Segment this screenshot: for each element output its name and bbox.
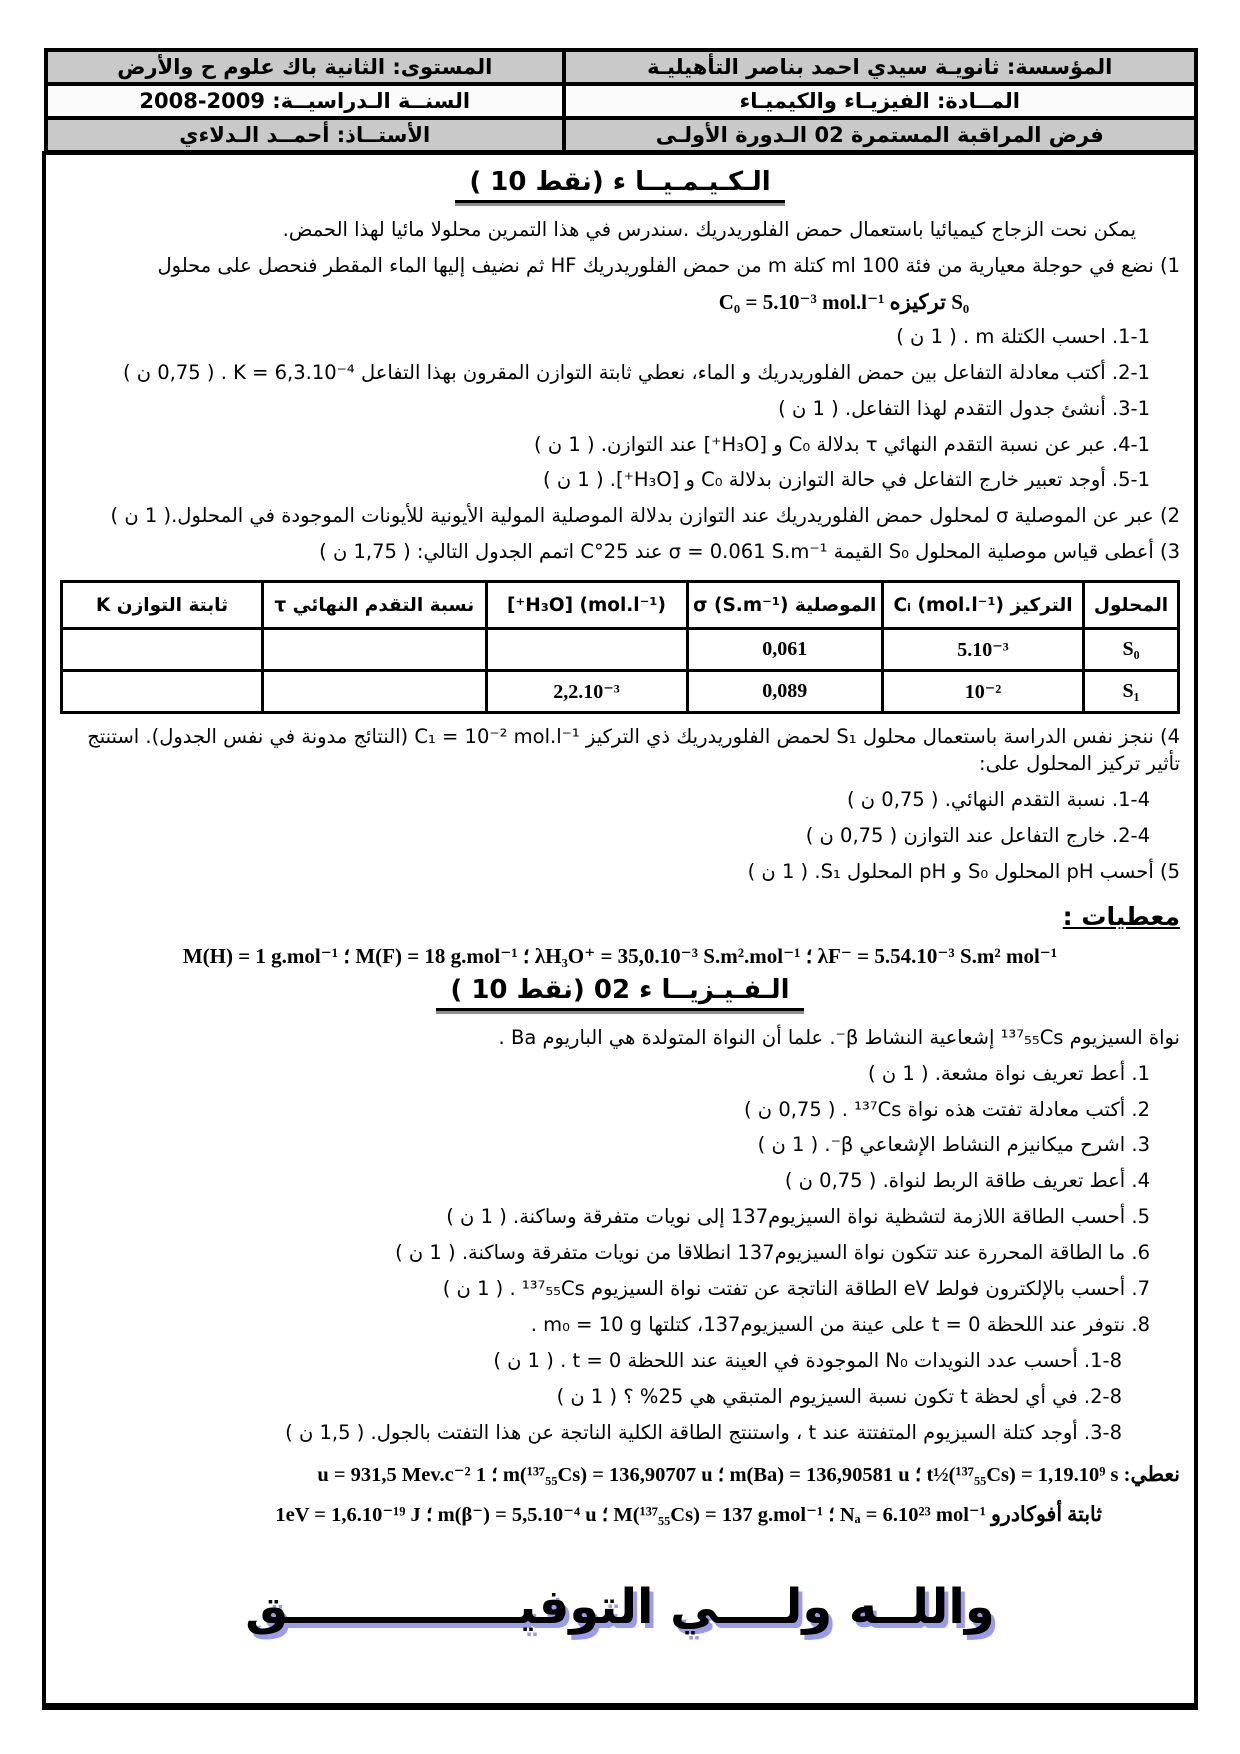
- header-row-3: [46, 118, 1196, 152]
- chemistry-title-points: ( 10 نقط): [469, 167, 604, 197]
- col-h3o-concentration: (mol.l⁻¹) [H₃O⁺]: [486, 582, 687, 629]
- chemistry-title-underline: [455, 167, 784, 203]
- phys-q6: 6. ما الطاقة المحررة عند تتكون نواة السيزيوم137 انطلاقا من نويات متفرقة وساكنة. ( 1 ن ): [395, 1241, 1150, 1265]
- header-table: [44, 48, 1198, 154]
- chem-q2: 2) عبر عن الموصلية σ لمحلول حمض الفلوريدريك عند التوازن بدلالة الموصلية المولية الأيونية للأيونات الموجودة في المحلول.( 1 ن ): [110, 504, 1180, 528]
- col-conductivity: الموصلية σ (S.m⁻¹): [687, 582, 882, 629]
- phys-q8: 8. نتوفر عند اللحظة t = 0 على عينة من السيزيوم137، كتلتها m₀ = 10 g .: [530, 1312, 1150, 1336]
- physics-given-values-line1: نعطي: t½(¹³⁷₅₅Cs) = 1,19.10⁹ s ؛ m(Ba) = 136,90581 u ؛ m(¹³⁷₅₅Cs) = 136,90707 u ؛ 1 u = 931,5 Mev.c⁻²: [317, 1463, 1180, 1486]
- col-solution: المحلول: [1084, 582, 1179, 629]
- chemistry-intro: يمكن نحت الزجاج كيميائيا باستعمال حمض الفلوريدريك .سندرس في هذا التمرين محلولا مائيا لهذا الحمض.: [282, 218, 1136, 241]
- chem-q5: 5) أحسب pH المحلول S₀ و pH المحلول S₁. ( 1 ن ): [747, 859, 1180, 883]
- table-cell: S₁: [1084, 671, 1179, 713]
- chem-q1-3: 3-1. أنشئ جدول التقدم لهذا التفاعل. ( 1 ن ): [778, 396, 1150, 420]
- phys-q8-3: 3-8. أوجد كتلة السيزيوم المتفتتة عند t ، واستنتج الطاقة الكلية الناتجة عن هذا التفتت بالجول. ( 1,5 ن ): [285, 1420, 1122, 1444]
- table-cell: [486, 629, 687, 671]
- phys-q7: 7. أحسب بالإلكترون فولط eV الطاقة الناتجة عن تفتت نواة السيزيوم ¹³⁷₅₅Cs . ( 1 ن ): [442, 1277, 1150, 1301]
- phys-q2: 2. أكتب معادلة تفتت هذه نواة ¹³⁷Cs . ( 0,75 ن ): [743, 1097, 1150, 1121]
- chemistry-section-title: [60, 167, 1180, 203]
- chem-q1-5: 5-1. أوجد تعبير خارج التفاعل في حالة التوازن بدلالة C₀ و [H₃O⁺]. ( 1 ن ): [543, 468, 1150, 492]
- physics-intro: نواة السيزيوم ¹³⁷₅₅Cs إشعاعية النشاط β⁻. علما أن النواة المتولدة هي الباريوم Ba .: [498, 1025, 1180, 1049]
- col-final-progress-rate: نسبة التقدم النهائي τ: [263, 582, 486, 629]
- phys-q4: 4. أعط تعريف طاقة الربط لنواة. ( 0,75 ن ): [784, 1169, 1150, 1193]
- chem-q4-2: 2-4. خارج التفاعل عند التوازن ( 0,75 ن ): [805, 823, 1150, 847]
- phys-q3: 3. اشرح ميكانيزم النشاط الإشعاعي β⁻. ( 1 ن ): [757, 1133, 1150, 1157]
- phys-q5: 5. أحسب الطاقة اللازمة لتشظية نواة السيزيوم137 إلى نويات متفرقة وساكنة. ( 1 ن ): [446, 1205, 1150, 1229]
- table-cell: 0,089: [687, 671, 882, 713]
- chemistry-title-text: الـكـيـمـيــا ء: [612, 167, 771, 197]
- header-exam-title: فرض المراقبة المستمرة 02 الـدورة الأولـى: [564, 118, 1197, 152]
- chem-q1-1: 1-1. احسب الكتلة m . ( 1 ن ): [896, 324, 1150, 348]
- col-concentration: التركيز Cᵢ (mol.l⁻¹): [883, 582, 1084, 629]
- physics-section-title: [60, 975, 1180, 1011]
- table-cell: 10⁻²: [883, 671, 1084, 713]
- table-cell: [62, 629, 263, 671]
- phys-q8-1: 1-8. أحسب عدد النويدات N₀ الموجودة في العينة عند اللحظة t = 0 . ( 1 ن ): [493, 1348, 1122, 1372]
- col-equilibrium-constant: ثابتة التوازن K: [62, 582, 263, 629]
- phys-q8-2: 2-8. في أي لحظة t تكون نسبة السيزيوم المتبقي هي 25% ؟ ( 1 ن ): [556, 1384, 1122, 1408]
- chem-q4: 4) ننجز نفس الدراسة باستعمال محلول S₁ لحمض الفلوريدريك ذي التركيز C₁ = 10⁻² mol.l⁻¹ (النتائج مدونة في نفس الجدول). استنتج تأثير تركيز المحلول على:: [87, 725, 1180, 776]
- chem-q1-2: 2-1. أكتب معادلة التفاعل بين حمض الفلوريدريك و الماء، نعطي ثابتة التوازن المقرون بهذا التفاعل K = 6,3.10⁻⁴ . ( 0,75 ن ): [122, 360, 1150, 384]
- chemistry-data-values: M(H) = 1 g.mol⁻¹ ؛ M(F) = 18 g.mol⁻¹ ؛ λH₃O⁺ = 35,0.10⁻³ S.m².mol⁻¹ ؛ λF⁻ = 5.54.10⁻³ S.m² mol⁻¹: [182, 943, 1058, 968]
- physics-title-points: ( 10 نقط): [450, 974, 585, 1005]
- header-school-year: السنــة الـدراسيــة: 2009-2008: [46, 84, 564, 118]
- chem-q4-1: 1-4. نسبة التقدم النهائي. ( 0,75 ن ): [846, 787, 1150, 811]
- header-subject: المــادة: الفيزيـاء والكيميـاء: [564, 84, 1197, 118]
- table-cell: 5.10⁻³: [883, 629, 1084, 671]
- phys-q1: 1. أعط تعريف نواة مشعة. ( 1 ن ): [868, 1061, 1150, 1085]
- header-row-1: [46, 50, 1196, 84]
- chemistry-data-heading: معطيات :: [1062, 901, 1180, 931]
- chem-q3: 3) أعطى قياس موصلية المحلول S₀ القيمة σ = 0.061 S.m⁻¹ عند 25°C اتمم الجدول التالي: ( 1,75 ن ): [319, 540, 1180, 564]
- conductivity-table: [60, 580, 1180, 714]
- table-row-s1: [62, 671, 1179, 713]
- table-cell: [62, 671, 263, 713]
- table-row-s0: [62, 629, 1179, 671]
- table-cell: S₀: [1084, 629, 1179, 671]
- header-institution: المؤسسة: ثانويـة سيدي احمد بناصر التأهيليـة: [564, 50, 1197, 84]
- header-level: المستوى: الثانية باك علوم ح والأرض: [46, 50, 564, 84]
- conductivity-table-header-row: [62, 582, 1179, 629]
- header-row-2: [46, 84, 1196, 118]
- chem-q1-4: 4-1. عبر عن نسبة التقدم النهائي τ بدلالة C₀ و [H₃O⁺] عند التوازن. ( 1 ن ): [534, 432, 1150, 456]
- closing-phrase: واللــه ولــــي التوفيــــــــــــــق: [245, 1578, 995, 1635]
- physics-title-text: الـفـيـزيــا ء 02: [593, 974, 790, 1005]
- physics-given-values-line2: ثابتة أفوكادرو Nₐ = 6.10²³ mol⁻¹ ؛ M(¹³⁷₅₅Cs) = 137 g.mol⁻¹ ؛ m(β⁻) = 5,5.10⁻⁴ u ؛ 1eV = 1,6.10⁻¹⁹ J: [275, 1503, 1102, 1526]
- table-cell: 0,061: [687, 629, 882, 671]
- exam-body: [42, 151, 1198, 1710]
- header-teacher: الأستــاذ: أحمــد الـدلاءي: [46, 118, 564, 152]
- table-cell: 2,2.10⁻³: [486, 671, 687, 713]
- table-cell: [263, 629, 486, 671]
- table-cell: [263, 671, 486, 713]
- chem-q1: 1) نضع في حوجلة معيارية من فئة 100 ml كتلة m من حمض الفلوريدريك HF ثم نضيف إليها الماء المقطر فنحصل على محلول: [157, 253, 1180, 277]
- chem-q1-concentration-formula: S₀ تركيزه C₀ = 5.10⁻³ mol.l⁻¹: [718, 289, 970, 314]
- physics-title-underline: [436, 975, 803, 1011]
